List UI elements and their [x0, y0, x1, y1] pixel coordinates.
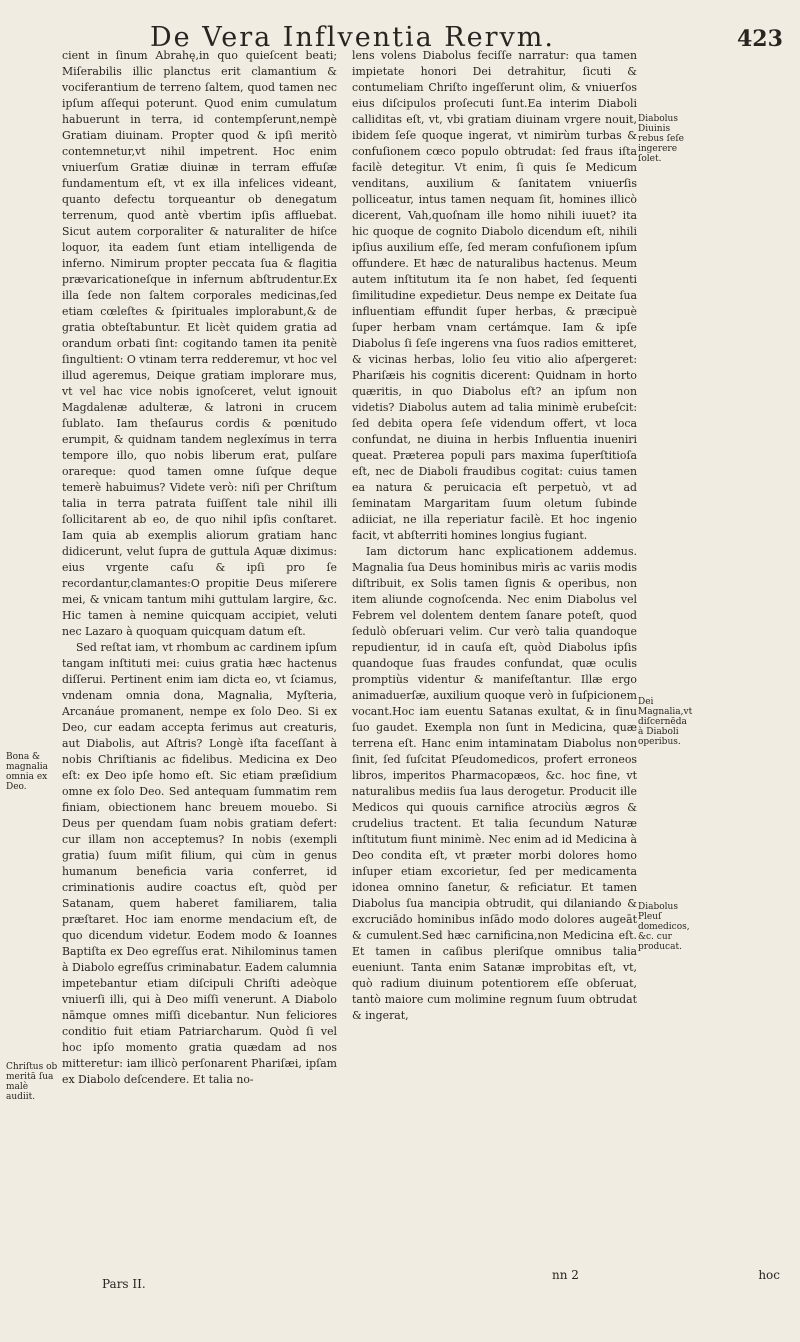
- left-paragraph-2: Sed reſtat iam, vt rhombum ac cardinem ipſum tangam inſtituti mei: cuius gratia hæc hactenus diſſerui. Pertinent enim iam dicta eo, vt ſciamus, vndenam omnia dona, Magnalia, Myſteria, Arcanáue promanent, nempe ex ſolo Deo. Si ex Deo, cur eadam accepta ferimus aut creaturis, aut Diabolis, aut Aſtris? Longè iſta faceſſant à nobis Chriſtianis ac fidelibus. Medicina ex Deo eſt: ex Deo ipſe homo eſt. Sic etiam præſidium omne ex ſolo Deo. Sed antequam ſummatim rem finiam, obiectionem hanc breuem mouebo. Si Deus per quendam ſuam nobis gratiam defert: cur illam non acceptemus? In nobis (exempli gratia) ſuum miſit filium, qui cùm in genus humanum beneficia varia conferret, id criminationis audire coactus eſt, quòd per Satanam, quem haberet familiarem, talia præſtaret. Hoc iam enorme mendacium eſt, de quo dicendum videtur. Eodem modo & Ioannes Baptiſta ex Deo egreſſus erat. Nihilominus tamen à Diabolo egreſſus criminabatur. Eadem calumnia impetebantur etiam diſcipuli Chriſti adeòque vniuerſi illi, qui à Deo miſſi venerunt. A Diabolo nāmque omnes miſſi dicebantur. Nun feliciores conditio fuit etiam Patriarcharum. Quòd ſi vel hoc ipſo momento gratia quædam ad nos mitteretur: iam illicò perſonarent Phariſæi, ipſam ex Diabolo deſcendere. Et talia no-: [62, 641, 337, 1086]
- page-number: 423: [737, 26, 783, 52]
- left-paragraph-1: cient in ſinum Abrahę,in quo quieſcent beati; Miſerabilis illic planctus erit clamantium & vociferantium de terreno ſaltem, quod tamen nec ipſum aſſequi poterunt. Quod enim cumulatum habuerunt in terra, id contempſerunt,nempè Gratiam diuinam. Propter quod & ipſi meritò contemnetur,vt nihil impetrent. Hoc enim vniuerſum Gratiæ diuinæ in terram effuſæ fundamentum eſt, vt ex illa infelices videant, quanto defectu torqueantur ob denegatum terrenum, quod antè vbertim ipſis affluebat. Sicut autem corporaliter & naturaliter de hiſce loquor, ita eadem ſunt etiam intelligenda de inferno. Nimirum propter peccata ſua & flagitia prævaricationeſque in infernum abſtrudentur.Ex illa ſede non ſaltem corporales medicinas,ſed etiam cœleſtes & ſpirituales implorabunt,& de gratia obteſtabuntur. Et licèt quidem gratia ad orandum orbati ſint: cogitando tamen ita penitè ſingultient: O vtinam terra redderemur, vt hoc vel illud ageremus, Deique gratiam implorare mus, vt vel hac vice nobis ignoſceret, velut ignouit Magdalenæ adulteræ, & latroni in crucem ſublato. Iam theſaurus cordis & pœnitudo erumpit, & quidnam tandem neglexímus in terra tempore illo, quo nobis liberum erat, pulſare orareque: quod tamen omne ſuſque deque temerè habuimus? Videte verò: niſi per Chriſtum talia in terra patrata fuiſſent tale nihil illi ſollicitarent ab eo, de quo nihil ipſis conſtaret. Iam quia ab exemplis aliorum gratiam hanc didicerunt, velut ſupra de guttula Aquæ diximus: eius vrgente caſu & ipſi pro ſe recordantur,clamantes:O propitie Deus miſerere mei, & vnicam tantum mihi guttulam largire, &c. Hic tamen à nemine quicquam accipiet, veluti nec Lazaro à quoquam quicquam datum eſt.: [62, 49, 337, 638]
- right-paragraph-2: Iam dictorum hanc explicationem addemus. Magnalia ſua Deus hominibus mirìs ac variis modis diſtribuit, ex Solis tamen ſignis & operibus, non item aliunde cognoſcenda. Nec enim Diabolus vel Febrem vel dolentem dentem ſanare poteſt, quod ſedulò obſeruari velim. Cur verò talia quandoque repudientur, id in cauſa eſt, quòd Diabolus ipſis quandoque ſuas fraudes confundat, quæ oculis promptiùs videntur & manifeſtantur. Illæ ergo animaduerſæ, auxilium quoque verò in ſuſpicionem vocant.Hoc iam euentu Satanas exultat, & in ſinu ſuo gaudet. Exempla non ſunt in Medicina, quæ terrena eſt. Hanc enim intaminatam Diabolus non ſinit, ſed ſuſcitat Pſeudomedicos, profert erroneos libros, imperitos Pharmacopæos, &c. hoc fine, vt naturalibus mediis ſua laus derogetur. Producit ille Medicos qui quouis carnifice atrociùs ægros & crudelius tractent. Et talia ſecundum Naturæ inſtitutum fiunt minimè. Nec enim ad id Medicina à Deo condita eſt, vt præter morbi dolores homo inſuper etiam excorietur, ſed per medicamenta idonea omnino ſanetur, & reficiatur. Et tamen Diabolus ſua mancipia obtrudit, qui dilaniando & excruciādo hominibus inſādo modo dolores augeāt & cumulent.Sed hæc carnificina,non Medicina eſt. Et tamen in caſibus pleriſque omnibus talia eueniunt. Tanta enim Satanæ improbitas eſt, vt, quò radium diuinum potentiorem eſſe obſeruat, tantò maiore cum molimine regnum ſuum obtrudat & ingerat,: [352, 545, 637, 1022]
- margin-note-christus: Chriſtus ob meritā ſua malè audiit.: [6, 1062, 58, 1102]
- running-head: De Vera Inflventia Rervm.: [150, 22, 555, 53]
- right-paragraph-1: lens volens Diabolus feciſſe narratur: qua tamen impietate honori Dei detrahitur, ſicuti & contumeliam Chriſto ingeſſerunt olim, & vniuerſos eius diſcipulos proſecuti ſunt.Ea interim Diaboli calliditas eſt, vt, vbi gratiam diuinam vrgere nouit, ibidem ſeſe quoque ingerat, vt nimirùm turbas & confuſionem cœco populo obtrudat: ſed fraus iſta facilè detegitur. Vt enim, ſi quis ſe Medicum venditans, auxilium & ſanitatem vniuerſis polliceatur, intus tamen nequam ſit, homines illicò dicerent, Vah,quoſnam ille homo nihili iuuet? ita hic quoque de cognito Diabolo dicendum eſt, nihili ipſius auxilium eſſe, ſed meram confuſionem ipſum offundere. Et hæc de naturalibus hactenus. Meum autem inſtitutum ita ſe non habet, ſed ſequenti ſimilitudine expedietur. Deus nempe ex Deitate ſua influentiam effundit ſuper herbas, & præcipuè ſuper herbam vnam certámque. Iam & ipſe Diabolus ſi ſeſe ingerens vna ſuos radios emitteret, & vicinas herbas, lolio ſeu vitio alio aſpergeret: Phariſæis his cognitis dicerent: Quidnam in horto quæritis, in quo Diabolus eſt? an ipſum non videtis? Diabolus autem ad talia minimè erubeſcit: ſed debita opera ſeſe videndum offert, vt loca confundat, ne diuina in herbis Influentia inueniri queat. Præterea populi pars maxima ſuperſtitioſa eſt, nec de Diaboli fraudibus cogitat: cuius tamen ea natura & peruicacia eſt perpetuò, vt ad ſeminatam Margaritam ſuum oletum ſubinde adiiciat, ne illa reperiatur facilè. Et hoc ingenio facit, vt abſterriti homines longius fugiant.: [352, 49, 637, 542]
- gathering-mark: nn 2: [552, 1268, 579, 1282]
- right-column: [352, 48, 637, 1298]
- margin-note-dei-magnalia: Dei Magnalia,vt diſcernēda à Diaboli operibus.: [638, 697, 693, 747]
- footer-signature: Pars II.: [102, 1277, 146, 1291]
- margin-note-diabolus-1: Diabolus Diuinis rebus ſeſe ingerere ſolet.: [638, 114, 684, 164]
- catchword: hoc: [758, 1268, 780, 1282]
- left-column: [62, 48, 337, 1298]
- margin-note-diabolus-2: Diabolus Pleuſ domedicos, &c. cur producat.: [638, 902, 690, 952]
- margin-note-bona: Bona & magnalia omnia ex Deo.: [6, 752, 48, 792]
